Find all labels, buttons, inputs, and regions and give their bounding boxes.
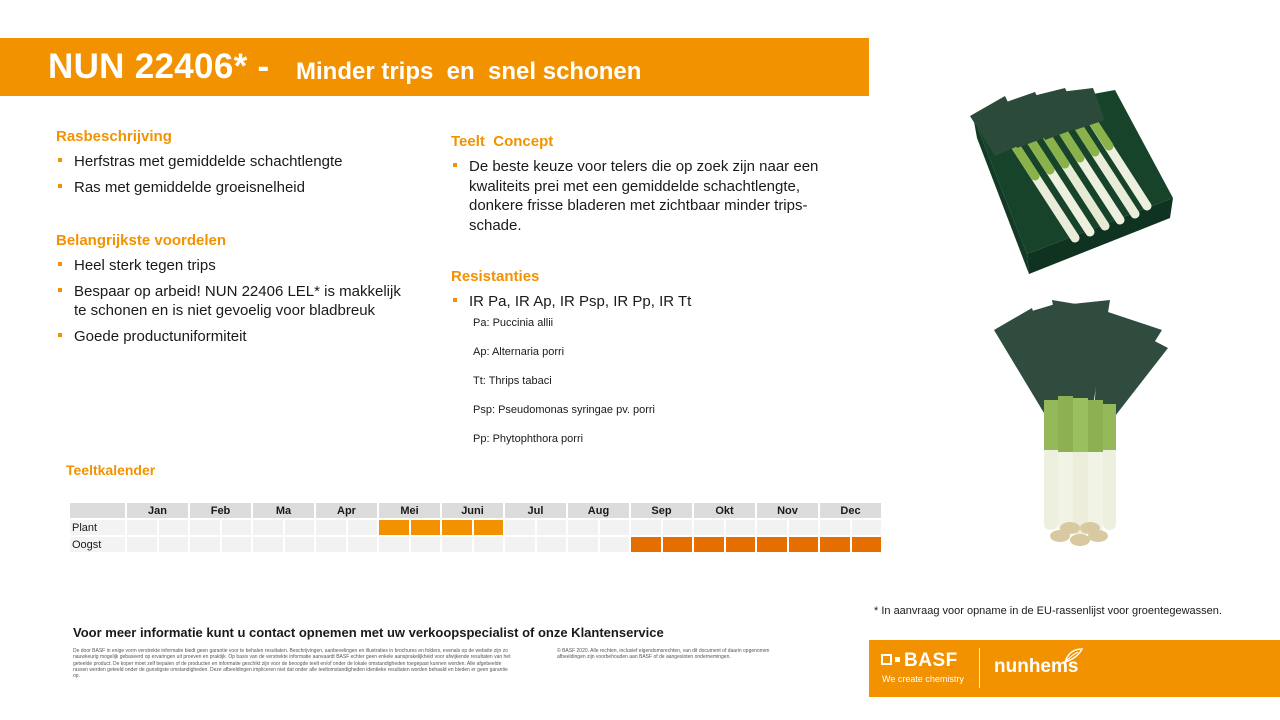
resistanties-summary: IR Pa, IR Ap, IR Psp, IR Pp, IR Tt <box>451 292 821 312</box>
calendar-corner <box>70 503 125 518</box>
calendar-month-header: Ma <box>253 503 314 518</box>
calendar-month-header: Jan <box>127 503 188 518</box>
basf-logo <box>881 650 958 672</box>
calendar-cell <box>726 520 756 535</box>
resistantie-item: Pa: Puccinia allii <box>473 317 554 329</box>
calendar-cell <box>505 520 535 535</box>
disclaimer-right: © BASF 2020. Alle rechten, inclusief eigendomsrechten, van dit document of daarin opgenomen afbeeldingen zijn voorbehouden aan BASF of de aangesloten ondernemingen. <box>557 648 770 661</box>
calendar-cell <box>568 537 598 552</box>
leeks-crate-image <box>965 86 1175 276</box>
voordelen-item: Heel sterk tegen trips <box>56 256 408 276</box>
calendar-cell <box>159 537 189 552</box>
calendar-cell-active <box>726 537 756 552</box>
calendar-month-header: Jul <box>505 503 566 518</box>
calendar-row-label: Oogst <box>70 537 125 552</box>
page-subtitle: Minder trips en snel schonen <box>296 58 642 85</box>
voordelen-item: Goede productuniformiteit <box>56 327 408 347</box>
calendar-cell <box>820 520 850 535</box>
calendar-cell <box>411 537 441 552</box>
calendar-month-header: Okt <box>694 503 755 518</box>
calendar-cell <box>694 520 724 535</box>
calendar-cell-active <box>474 520 504 535</box>
title-bar <box>0 38 869 96</box>
calendar-cell <box>316 520 346 535</box>
calendar-cell <box>600 537 630 552</box>
calendar-cell <box>159 520 189 535</box>
calendar-cell <box>222 520 252 535</box>
calendar-cell-active <box>411 520 441 535</box>
teelt-concept-item: De beste keuze voor telers die op zoek zijn naar een kwaliteits prei met een gemiddelde schachtlengte, donkere frisse bladeren met zichtbaar minder trips-schade. <box>451 157 821 235</box>
calendar-month-header: Dec <box>820 503 881 518</box>
calendar-cell <box>537 520 567 535</box>
voordelen-title: Belangrijkste voordelen <box>56 232 227 249</box>
calendar-month-header: Juni <box>442 503 503 518</box>
page-title: NUN 22406* - <box>48 47 270 86</box>
calendar-cell <box>789 520 819 535</box>
rasbeschrijving-list <box>56 152 436 197</box>
resistanties-list <box>473 317 655 462</box>
calendar-cell <box>285 520 315 535</box>
calendar-cell <box>348 537 378 552</box>
calendar-cell <box>222 537 252 552</box>
calendar-row <box>70 520 881 535</box>
calendar-cell <box>316 537 346 552</box>
calendar-cell-active <box>663 537 693 552</box>
calendar-cell <box>600 520 630 535</box>
calendar-cell-active <box>852 537 882 552</box>
calendar-cell <box>253 520 283 535</box>
calendar-row-label: Plant <box>70 520 125 535</box>
voordelen-list <box>56 256 408 346</box>
calendar-cell-active <box>820 537 850 552</box>
calendar-cell <box>253 537 283 552</box>
calendar-cell <box>568 520 598 535</box>
teelt-concept-list <box>451 157 821 235</box>
basf-tagline: We create chemistry <box>882 674 964 684</box>
voordelen-item: Bespaar op arbeid! NUN 22406 LEL* is makkelijk te schonen en is niet gevoelig voor bladbreuk <box>56 282 408 321</box>
calendar-month-header: Aug <box>568 503 629 518</box>
leaf-icon <box>1062 647 1084 663</box>
rasbeschrijving-item: Ras met gemiddelde groeisnelheid <box>56 178 436 198</box>
calendar-month-header: Nov <box>757 503 818 518</box>
calendar-cell <box>190 520 220 535</box>
brand-divider <box>979 648 980 688</box>
calendar-cell <box>852 520 882 535</box>
resistanties-title: Resistanties <box>451 268 540 285</box>
teelt-concept-title: Teelt Concept <box>451 133 554 150</box>
calendar-cell-active <box>694 537 724 552</box>
calendar-cell <box>379 537 409 552</box>
brand-bar <box>869 640 1280 697</box>
calendar-cell <box>190 537 220 552</box>
calendar-cell <box>127 520 157 535</box>
calendar-month-header: Feb <box>190 503 251 518</box>
calendar-month-header: Apr <box>316 503 377 518</box>
calendar-month-header: Sep <box>631 503 692 518</box>
calendar-cell-active <box>757 537 787 552</box>
resistantie-item: Psp: Pseudomonas syringae pv. porri <box>473 404 655 416</box>
calendar-cell-active <box>789 537 819 552</box>
calendar-cell <box>442 537 472 552</box>
calendar-cell <box>631 520 661 535</box>
rasbeschrijving-item: Herfstras met gemiddelde schachtlengte <box>56 152 436 172</box>
calendar-cell <box>348 520 378 535</box>
calendar-cell-active <box>379 520 409 535</box>
calendar-cell <box>285 537 315 552</box>
contact-text: Voor meer informatie kunt u contact opnemen met uw verkoopspecialist of onze Klantenservice <box>73 625 664 640</box>
resistantie-item: Pp: Phytophthora porri <box>473 433 584 445</box>
calendar-cell <box>663 520 693 535</box>
resistantie-item: Tt: Thrips tabaci <box>473 375 552 387</box>
basf-name: BASF <box>904 650 958 671</box>
rasbeschrijving-title: Rasbeschrijving <box>56 128 172 145</box>
leeks-bundle-image <box>992 300 1172 550</box>
resistanties-summary-list <box>451 292 821 312</box>
calendar-cell <box>757 520 787 535</box>
calendar-cell <box>127 537 157 552</box>
calendar-cell <box>474 537 504 552</box>
calendar-cell <box>537 537 567 552</box>
disclaimer-left: De door BASF in enige vorm verstrekte informatie biedt geen garantie voor te behalen resultaten. Beschrijvingen, aanbevelingen en illustraties in brochures en folders, evenals op de website zijn zo nauwkeurig mogelijk gebaseerd op ervaringen uit proeven en praktijk. Op basis van de verstrekte informatie aanvaardt BASF echter geen enkele aansprakelijkheid voor afwijkende resultaten van het geteelde product. De koper moet zelf bepalen of de producten en informatie geschikt zijn voor de beoogde teelt en/of onder de lokale omstandigheden toegepast kunnen worden. Alle afgebeelde rassen werden geteeld onder de gunstigste omstandigheden. Deze afbeeldingen impliceren niet dat onder alle teeltomstandigheden identieke resultaten worden behaald en bieden er geen garantie op. <box>73 648 511 680</box>
footnote: * In aanvraag voor opname in de EU-rassenlijst voor groentegewassen. <box>874 605 1222 617</box>
calendar-cell-active <box>631 537 661 552</box>
calendar-cell <box>505 537 535 552</box>
calendar-month-header: Mei <box>379 503 440 518</box>
resistantie-item: Ap: Alternaria porri <box>473 346 565 358</box>
teeltkalender-title: Teeltkalender <box>66 462 156 478</box>
nunhems-logo: nunhems <box>994 656 1079 677</box>
calendar-cell-active <box>442 520 472 535</box>
teeltkalender-table <box>68 501 883 554</box>
calendar-row <box>70 537 881 552</box>
